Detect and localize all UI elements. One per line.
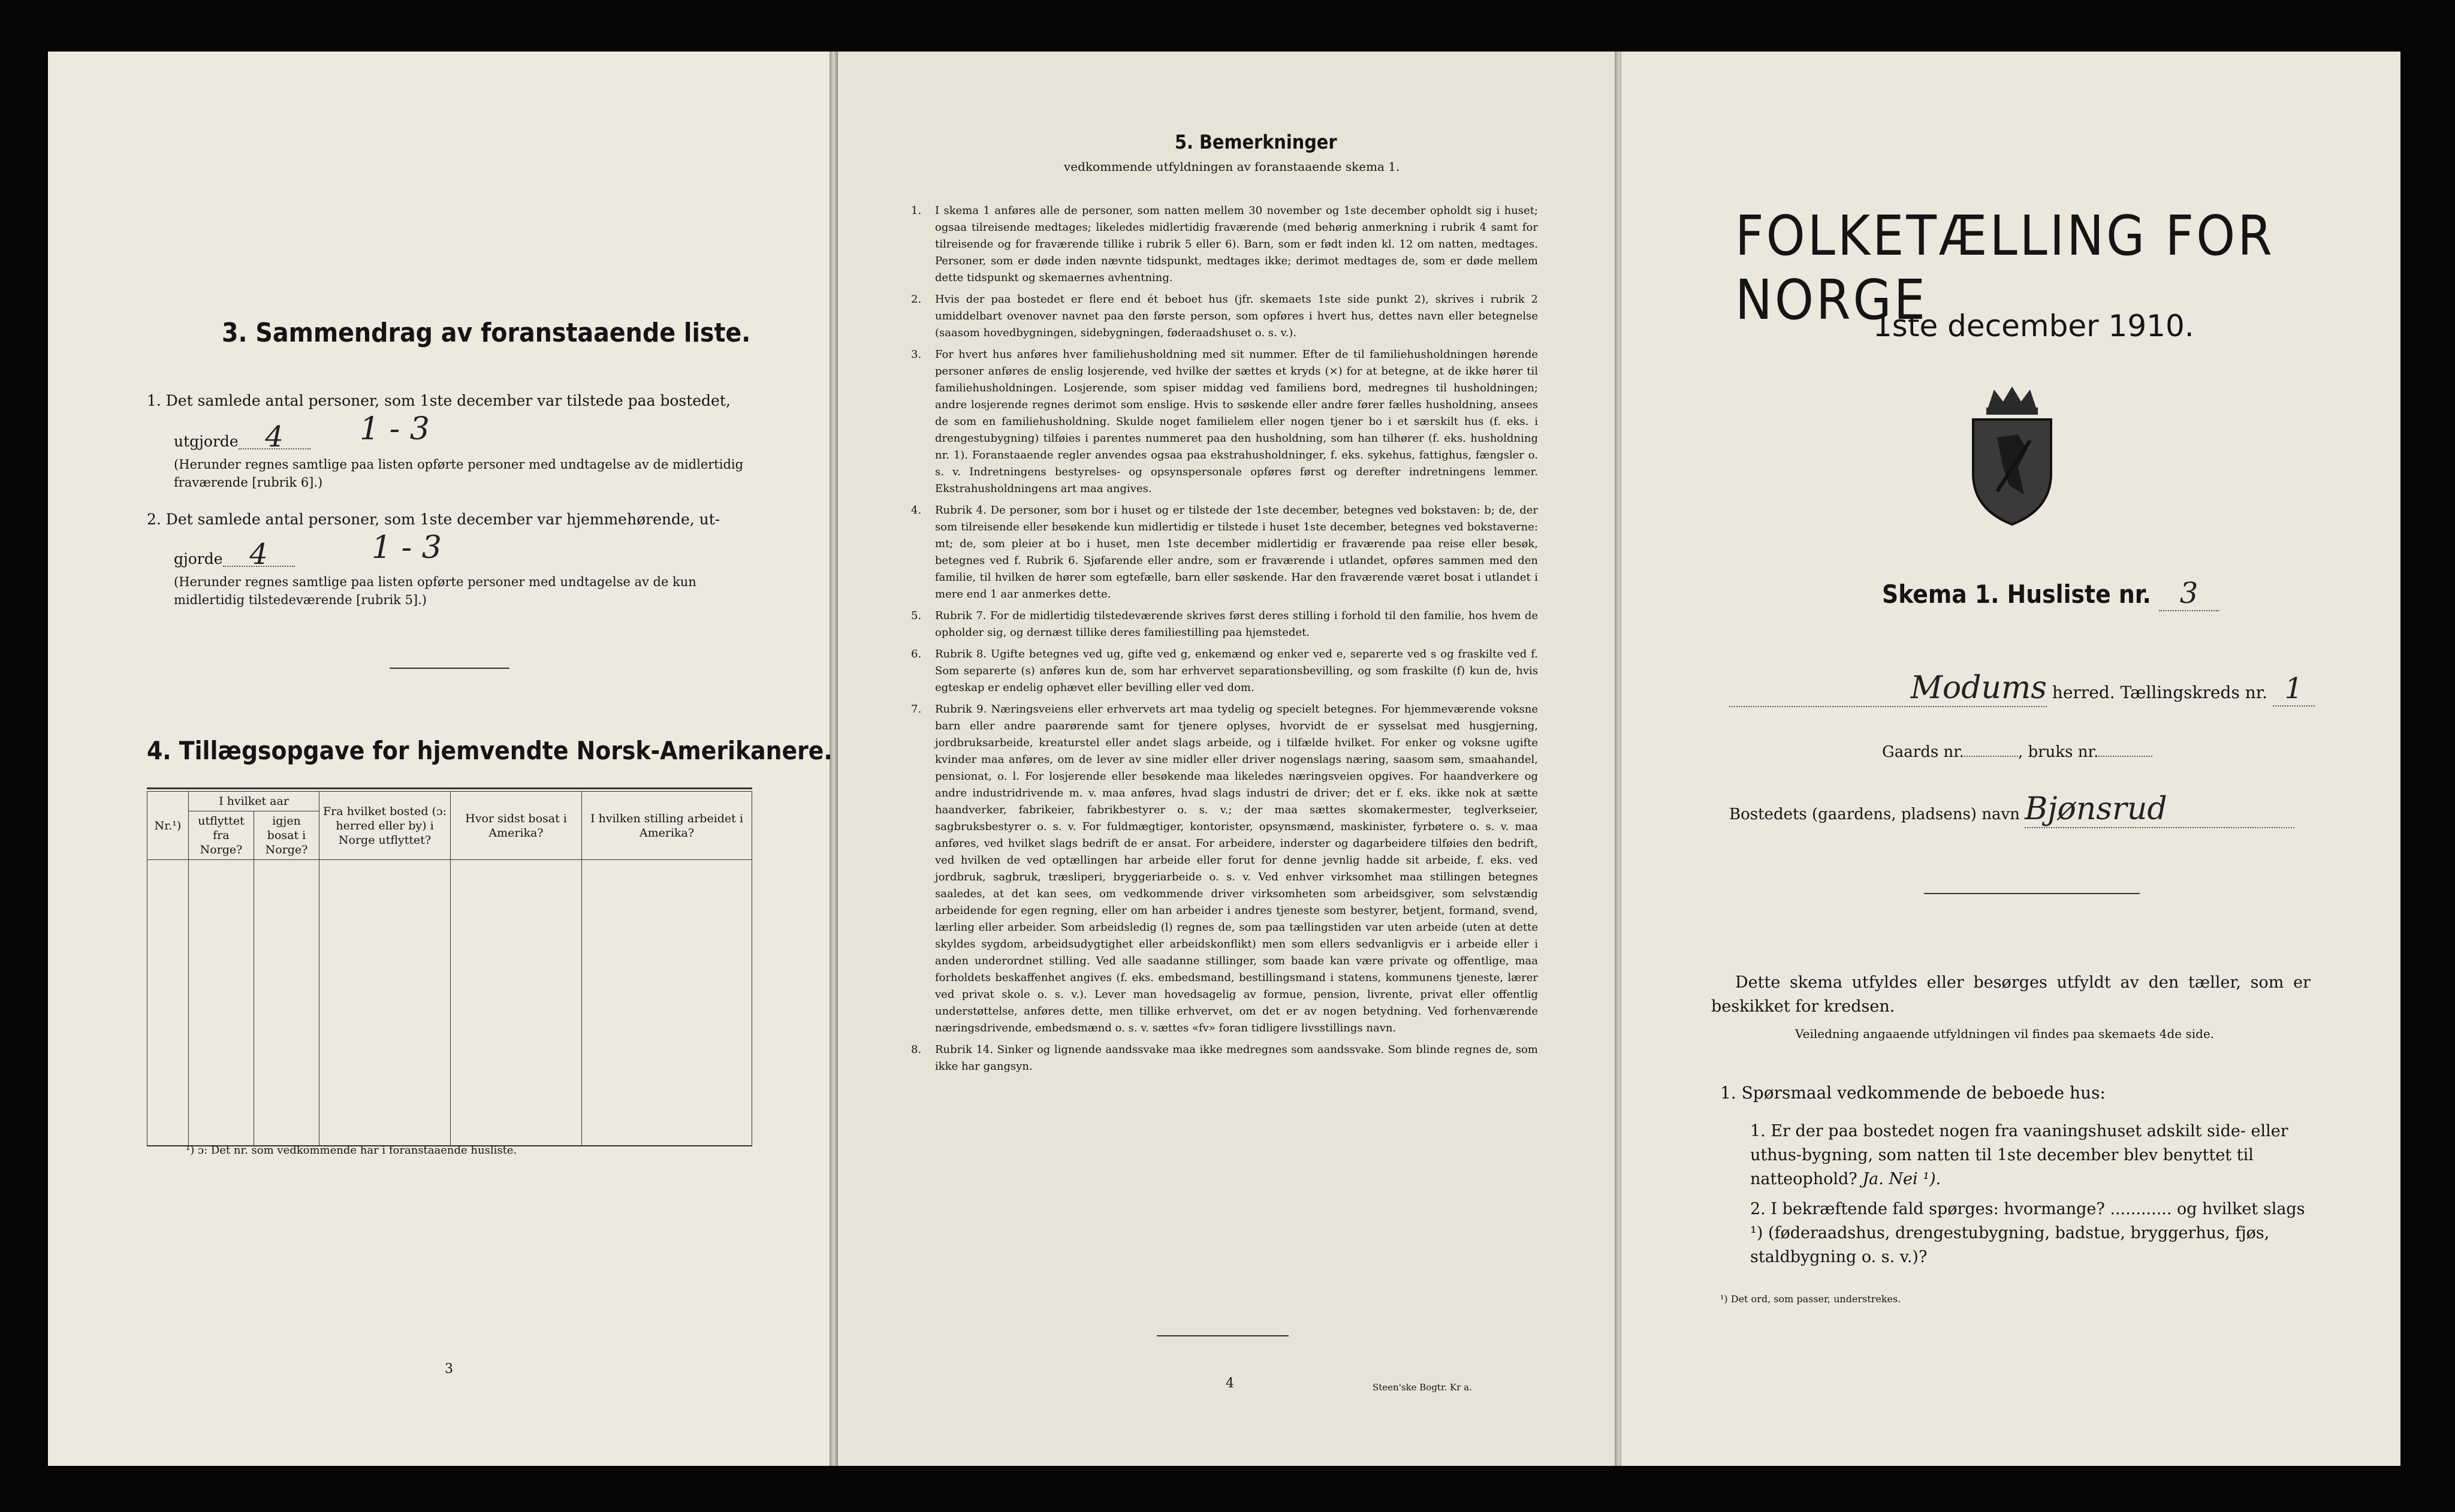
- col-nr: Nr.¹): [147, 792, 189, 860]
- table-row: [147, 1064, 752, 1104]
- tillaeg-table: [147, 791, 752, 1146]
- bosted-handwritten: Bjønsrud: [2025, 791, 2294, 828]
- husliste-nr: 3: [2159, 577, 2219, 611]
- item1-utgjorde: utgjorde 4: [174, 425, 310, 453]
- col-utflyttet: utflyttet fra Norge?: [189, 811, 254, 860]
- item2-handwritten: 1 - 3: [372, 530, 442, 566]
- remarks-title: 5. Bemerkninger: [1175, 131, 1337, 153]
- divider: [390, 668, 509, 669]
- col-stilling: I hvilken stilling arbeidet i Amerika?: [582, 792, 752, 860]
- herred-line: [1729, 670, 2329, 707]
- item1-value: 4: [239, 425, 310, 449]
- herred-handwritten: Modums: [1729, 670, 2047, 707]
- remarks-list: [911, 203, 1538, 1080]
- remark-item: 6. Rubrik 8. Ugifte betegnes ved ug, gifte ved g, enkemænd og enker ved e, separerte ved s og fraskilte ved f. Som separerte (s) anføres kun de, som har erhvervet separationsbevilling, og som fraskilte (f) kun de, hvis egteskap er endelig ophævet eller bevilling eller ved dom.: [911, 648, 1538, 694]
- table-row: [147, 901, 752, 941]
- ornament-divider: [1924, 893, 2140, 894]
- remark-item: 3. For hvert hus anføres hver familiehusholdning med sit nummer. Efter de til familiehusholdningen hørende personer anføres de enslig losjerende, ved hvilke der sættes et kryds (×) for at betegne, at de ikke hører til familiehusholdningen. Losjerende, som spiser middag ved familiens bord, medregnes til husholdningen; andre losjerende regnes derimot som enslige. Hvis to søskende eller andre fører fælles husholdning, ansees de som en familiehusholdning. Skulde noget familielem eller nogen tjener bo i et særskilt hus (f. eks. i drengestubygning) tilføies i parentes nummeret paa den husholdning, som han tilhører (f. eks. husholdning nr. 1). Foranstaaende regler anvendes ogsaa paa ekstrahusholdninger, f. eks. sykehus, fattighus, fængsler o. s. v. Indretningens bestyrelses- og opsynspersonale opføres først og derefter indretningens lemmer. Ekstrahusholdningens art maa angives.: [911, 348, 1538, 495]
- kreds-nr: 1: [2273, 672, 2315, 707]
- item2-value: 4: [223, 543, 295, 567]
- divider: [1157, 1335, 1289, 1336]
- table-row: [147, 1023, 752, 1064]
- col-amerika-bosat: Hvor sidst bosat i Amerika?: [451, 792, 582, 860]
- table-row: [147, 1104, 752, 1146]
- gaards-line: Gaards nr. , bruks nr.: [1882, 743, 2152, 761]
- instruction: Dette skema utfyldes eller besørges utfyldt av den tæller, som er beskikket for kredsen.: [1711, 973, 2311, 1016]
- table-top-rule: [147, 787, 752, 789]
- item1-handwritten: 1 - 3: [360, 411, 430, 447]
- item2-utgjorde: gjorde 4: [174, 543, 295, 571]
- page-number: 4: [1226, 1376, 1234, 1391]
- footnote: ¹) Det ord, som passer, understrekes.: [1720, 1293, 1901, 1305]
- item2-note: (Herunder regnes samtlige paa listen opførte personer med undtagelse av de kun midlertidig tilstedeværende [rubrik 5].): [174, 575, 696, 607]
- remark-item: 4. Rubrik 4. De personer, som bor i huset og er tilstede der 1ste december, betegnes ved bokstaven: b; de, der som tilreisende eller besøkende kun midlertidig er tilstede i huset 1ste december, betegnes ved bokstaverne: mt; de, som pleier at bo i huset, men 1ste december midlertidig er fraværende paa reise eller besøk, betegnes ved f. Rubrik 6. Sjøfarende eller andre, som er fraværende i utlandet, opføres sammen med den familie, til hvilken de hører som egtefælle, barn eller søskende. Har den fraværende været bosat i utlandet i mere end 1 aar anmerkes dette.: [911, 504, 1538, 600]
- question-1: 1. Er der paa bostedet nogen fra vaaningshuset adskilt side- eller uthus-bygning, som natten til 1ste december blev benyttet til natteophold? Ja. Nei ¹).: [1750, 1122, 2288, 1188]
- remark-item: 5. Rubrik 7. For de midlertidig tilstedeværende skrives først deres stilling i forhold til den familie, hos hvem de opholder sig, og dernæst tillike deres familiestilling paa hjemstedet.: [911, 609, 1538, 639]
- table-row: [147, 982, 752, 1023]
- remark-item: 1. I skema 1 anføres alle de personer, som natten mellem 30 november og 1ste december opholdt sig i huset; ogsaa tilreisende medtages; likeledes midlertidig fraværende (med behørig anmerkning i rubrik 4 samt for tilreisende og for fraværende tillike i rubrik 5 eller 6). Barn, som er født inden kl. 12 om natten, medtages. Personer, som er døde inden nævnte tidspunkt, medtages ikke; derimot medtages de, som er døde mellem dette tidspunkt og skemaernes avhentning.: [911, 204, 1538, 284]
- bosted-line: Bostedets (gaardens, pladsens) navn Bjønsrud: [1729, 791, 2294, 828]
- veiledning: Veiledning angaaende utfyldningen vil findes paa skemaets 4de side.: [1795, 1027, 2215, 1041]
- skema-label: Skema 1. Husliste nr. 3: [1882, 577, 2219, 611]
- col-fra-bosted: Fra hvilket bosted (ɔ: herred eller by) i Norge utflyttet?: [319, 792, 451, 860]
- item2-text: 2. Det samlede antal personer, som 1ste december var hjemmehørende, ut-: [147, 511, 720, 528]
- q1-answer: Ja. Nei ¹).: [1862, 1170, 1941, 1188]
- page-number: 3: [445, 1362, 453, 1377]
- table-row: [147, 860, 752, 901]
- col-group-year: I hvilket aar: [189, 792, 319, 811]
- census-date: 1ste december 1910.: [1873, 309, 2194, 343]
- census-title: FOLKETÆLLING FOR NORGE: [1735, 204, 2275, 332]
- col-igjen-bosat: igjen bosat i Norge?: [254, 811, 319, 860]
- item1-text: 1. Det samlede antal personer, som 1ste december var tilstede paa bostedet,: [147, 392, 731, 409]
- remark-item: 7. Rubrik 9. Næringsveiens eller erhvervets art maa tydelig og specielt betegnes. For hjemmeværende voksne barn eller andre paarørende samt for tjenere oplyses, hvorvidt de er sysselsat med husgjerning, jordbruksarbeide, kreaturstel eller andet slags arbeide, og i tilfælde hvilket. For enker og voksne ugifte kvinder maa anføres, om de lever av sine midler eller driver nogenslags næring, saasom søm, smaahandel, pensionat, o. l. For losjerende eller besøkende maa likeledes næringsveien opgives. For haandverkere og andre industridrivende m. v. maa anføres, hvad slags industri de driver; det er f. eks. ikke nok at sætte haandverker, fabrikeier, fabrikbestyrer o. s. v.; der maa sættes skomakermester, teglverkseier, sagbruksbestyrer o. s. v. For fuldmægtiger, kontorister, opsynsmænd, maskinister, fyrbøtere o. s. v. maa anføres, ved hvilket slags bedrift de er ansat. For arbeidere, inderster og dagarbeidere tilføies den bedrift, ved hvilken de ved optællingen har arbeide eller forut for denne jevnlig hadde sit arbeide, f. eks. ved jordbruk, sagbruk, træsliperi, bryggeriarbeide o. s. v. Ved enhver virksomhet maa stillingen betegnes saaledes, at det kan sees, om vedkommende driver virksomheten som arbeidsgiver, som selvstændig arbeidende for egen regning, eller om han arbeider i andres tjeneste som bestyrer, betjent, formand, svend, lærling eller arbeider. Som arbeidsledig (l) regnes de, som paa tællingstiden var uten arbeide (uten at dette skyldes sygdom, arbeidsudygtighet eller arbeidskonflikt) men som ellers sedvanligvis er i arbeide eller i anden underordnet stilling. Ved alle saadanne stillinger, som baade kan være private og offentlige, maa forholdets beskaffenhet angives (f. eks. embedsmand, bestillingsmand i statens, kommunens tjeneste, lærer ved privat skole o. s. v.). Lever man hovedsagelig av formue, pension, livrente, privat eller offentlig understøttelse, anføres dette, men tillike erhvervet, om det er av nogen betydning. Ved forhenværende næringsdrivende, embedsmænd o. s. v. sættes «fv» foran tidligere livsstillings navn.: [911, 703, 1538, 1034]
- table-row: [147, 941, 752, 982]
- section-3-title: 3. Sammendrag av foranstaaende liste.: [222, 318, 751, 348]
- footnote: ¹) ɔ: Det nr. som vedkommende har i foranstaaende husliste.: [186, 1144, 517, 1157]
- question-2: 2. I bekræftende fald spørges: hvormange? ............ og hvilket slags ¹) (føderaadshus, drengestubygning, badstue, bryggerhus, fjøs, staldbygning o. s. v.)?: [1750, 1200, 2305, 1266]
- item1-note: (Herunder regnes samtlige paa listen opførte personer med undtagelse av de midlertidig fraværende [rubrik 6].): [174, 457, 744, 490]
- remark-item: 8. Rubrik 14. Sinker og lignende aandssvake maa ikke medregnes som aandssvake. Som blinde regnes de, som ikke har gangsyn.: [911, 1043, 1538, 1073]
- remark-item: 2. Hvis der paa bostedet er flere end ét beboet hus (jfr. skemaets 1ste side punkt 2), skrives i rubrik 2 umiddelbart ovenover navnet paa den første person, som opføres i hvert hus, dettes navn eller betegnelse (saasom hovedbygningen, sidebygningen, føderaadshuset o. s. v.).: [911, 293, 1538, 339]
- printer-imprint: Steen'ske Bogtr. Kr a.: [1373, 1382, 1472, 1393]
- section-4-title: 4. Tillægsopgave for hjemvendte Norsk-Amerikanere.: [147, 736, 833, 765]
- question-title: 1. Spørsmaal vedkommende de beboede hus:: [1720, 1083, 2106, 1103]
- herred-label: herred.: [2052, 683, 2115, 702]
- coat-of-arms-icon: [1961, 384, 2063, 527]
- remarks-subtitle: vedkommende utfyldningen av foranstaaende skema 1.: [1064, 159, 1400, 174]
- kreds-label: Tællingskreds nr.: [2120, 683, 2267, 702]
